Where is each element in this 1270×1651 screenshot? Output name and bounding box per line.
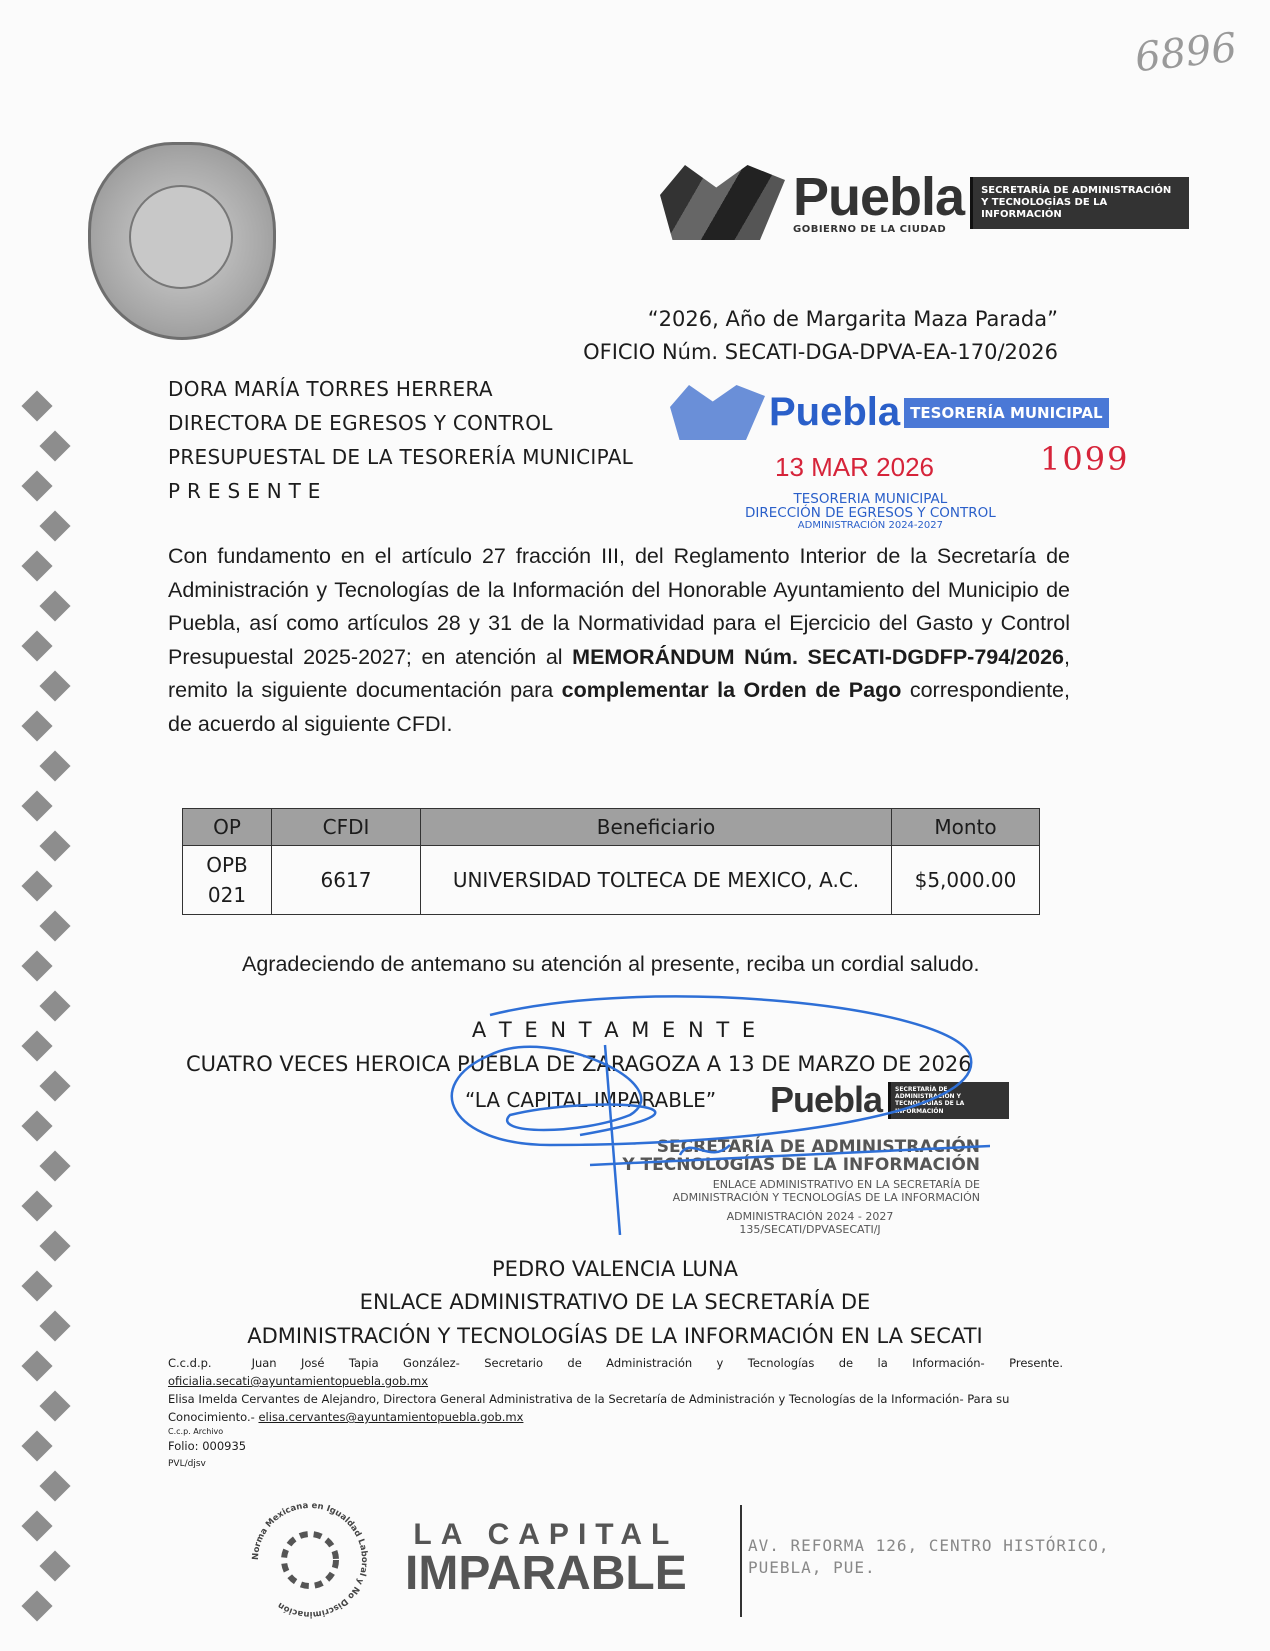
border-diamond-icon (21, 1510, 52, 1541)
stamp-line: ADMINISTRACIÓN 2024 - 2027 (726, 1210, 894, 1223)
border-diamond-icon (21, 1350, 52, 1381)
slogan-bottom: IMPARABLE (405, 1547, 687, 1600)
border-diamond-icon (39, 1550, 70, 1581)
border-diamond-icon (21, 390, 52, 421)
border-diamond-icon (21, 1110, 52, 1141)
stamp-line: TESORERIA MUNICIPAL (793, 491, 948, 507)
ccp-archivo: C.c.p. Archivo (168, 1427, 224, 1436)
logo-mark-icon (660, 165, 785, 240)
cell-cfdi: 6617 (272, 846, 421, 915)
slogan: “LA CAPITAL IMPARABLE” (465, 1088, 717, 1112)
ccp-email-link[interactable]: oficialia.secati@ayuntamientopuebla.gob.mx (168, 1374, 429, 1388)
border-diamond-icon (21, 710, 52, 741)
svg-text:Norma Mexicana en Igualdad Lab (251, 1501, 369, 1619)
ccp-block (168, 1354, 1063, 1473)
table-header-row (183, 809, 1040, 846)
footer-address (748, 1535, 1110, 1579)
stamp-logo-name: Puebla (769, 390, 901, 434)
cell-op: OPB 021 (183, 846, 272, 915)
year-motto: “2026, Año de Margarita Maza Parada” (647, 307, 1058, 331)
border-diamond-icon (21, 870, 52, 901)
border-diamond-icon (21, 790, 52, 821)
initials: PVL/djsv (168, 1459, 206, 1469)
stamp-dept: TESORERÍA MUNICIPAL (904, 398, 1108, 428)
capital-imparable-logo (405, 1518, 687, 1600)
cfdi-table (182, 808, 1040, 915)
received-number: 1099 (1040, 440, 1130, 478)
addressee-title: PRESUPUESTAL DE LA TESORERÍA MUNICIPAL (168, 445, 634, 469)
stamp-line: ADMINISTRACIÓN 2024-2027 (797, 520, 943, 531)
border-diamond-icon (39, 1470, 70, 1501)
border-diamond-icon (39, 830, 70, 861)
memo-reference: MEMORÁNDUM Núm. SECATI-DGDFP-794/2026 (572, 644, 1064, 669)
border-diamond-icon (39, 510, 70, 541)
border-diamond-icon (21, 1190, 52, 1221)
handwritten-number: 6896 (1132, 24, 1239, 82)
equality-badge-icon (284, 1534, 336, 1586)
slogan-top: LA CAPITAL (413, 1518, 679, 1551)
addressee-block (168, 372, 633, 508)
cell-beneficiario: UNIVERSIDAD TOLTECA DE MEXICO, A.C. (421, 846, 892, 915)
signer-title: ADMINISTRACIÓN Y TECNOLOGÍAS DE LA INFORMACIÓN EN LA SECATI (247, 1324, 983, 1348)
folio: Folio: 000935 (168, 1439, 247, 1453)
stamp-line: ENLACE ADMINISTRATIVO EN LA SECRETARÍA DE (712, 1178, 980, 1191)
logo-subtitle: GOBIERNO DE LA CIUDAD (793, 224, 947, 235)
logo-name: Puebla (793, 167, 965, 227)
footer-divider (740, 1505, 742, 1617)
ccp-recipient: Juan José Tapia González- Secretario de Administración y Tecnologías de la Información- Presente. (251, 1356, 1063, 1370)
received-date: 13 MAR 2026 (775, 452, 934, 482)
municipal-seal (88, 142, 276, 340)
stamp-line: SECRETARÍA DE ADMINISTRACIÓN (656, 1137, 980, 1157)
border-diamond-icon (21, 630, 52, 661)
border-diamond-icon (39, 1070, 70, 1101)
badge-text: Norma Mexicana en Igualdad Laboral y No Discriminación (250, 1500, 370, 1620)
stamp-logo-icon (670, 385, 765, 440)
border-diamond-icon (39, 750, 70, 781)
closing-paragraph: Agradeciendo de antemano su atención al presente, reciba un cordial saludo. (242, 952, 980, 976)
border-diamond-icon (21, 550, 52, 581)
border-diamond-icon (21, 1430, 52, 1461)
stamp-line: Y TECNOLOGÍAS DE LA INFORMACIÓN (622, 1155, 980, 1175)
column-header: OP (183, 809, 272, 846)
border-diamond-icon (39, 430, 70, 461)
border-diamond-icon (39, 670, 70, 701)
atentamente: A T E N T A M E N T E (471, 1018, 759, 1042)
ccp-label: C.c.d.p. (168, 1356, 212, 1370)
addressee-title: DIRECTORA DE EGRESOS Y CONTROL (168, 411, 553, 435)
address-line: AV. REFORMA 126, CENTRO HISTÓRICO, (748, 1536, 1110, 1555)
table-row (183, 846, 1040, 915)
signer-name: PEDRO VALENCIA LUNA (492, 1257, 738, 1281)
border-diamond-icon (21, 470, 52, 501)
puebla-logo (660, 165, 1189, 240)
logo-name: Puebla (770, 1079, 883, 1121)
emphasis: complementar la Orden de Pago (561, 678, 902, 702)
city-date: CUATRO VECES HEROICA PUEBLA DE ZARAGOZA A 13 DE MARZO DE 2026 (186, 1052, 972, 1076)
addressee-presente: P R E S E N T E (168, 479, 321, 503)
stamp-line: DIRECCIÓN DE EGRESOS Y CONTROL (745, 505, 996, 521)
department-label: SECRETARÍA DE ADMINISTRACIÓN Y TECNOLOGÍAS DE LA INFORMACIÓN (888, 1082, 1009, 1119)
department-label: SECRETARÍA DE ADMINISTRACIÓN Y TECNOLOGÍAS DE LA INFORMACIÓN (970, 177, 1189, 229)
oficio-number: OFICIO Núm. SECATI-DGA-DPVA-EA-170/2026 (583, 340, 1058, 364)
stamp-line: ADMINISTRACIÓN Y TECNOLOGÍAS DE LA INFORMACIÓN (672, 1191, 980, 1204)
reception-stamp (670, 385, 1109, 440)
column-header: Beneficiario (421, 809, 892, 846)
border-diamond-icon (39, 1390, 70, 1421)
border-diamond-icon (39, 990, 70, 1021)
ccp-recipient: Elisa Imelda Cervantes de Alejandro, Directora General Administrativa de la Secretaría de Administración y Tecnologías de la Información- Para su Conocimiento.- (168, 1392, 1010, 1424)
cell-monto: $5,000.00 (892, 846, 1040, 915)
tesoreria-stamp (745, 492, 996, 532)
body-paragraph: Con fundamento en el artículo 27 fracción III, del Reglamento Interior de la Secretaría de Administración y Tecnologías de la Información del Honorable Ayuntamiento del Municipio de Puebla, así como artículos 28 y 31 de la Normatividad para el Ejercicio del Gasto y Control Presupuestal 2025-2027; en atención al MEMORÁNDUM Núm. SECATI-DGDFP-794/2026, remito la siguiente documentación para complementar la Orden de Pago correspondiente, de acuerdo al siguiente CFDI. (168, 544, 1070, 736)
stamp-line: 135/SECATI/DPVASECATI/J (739, 1223, 881, 1236)
border-diamond-icon (39, 910, 70, 941)
addressee-name: DORA MARÍA TORRES HERRERA (168, 377, 493, 401)
address-line: PUEBLA, PUE. (748, 1558, 876, 1577)
border-diamond-icon (39, 590, 70, 621)
signer-title: ENLACE ADMINISTRATIVO DE LA SECRETARÍA DE (359, 1290, 871, 1314)
equality-badge (248, 1498, 372, 1622)
column-header: Monto (892, 809, 1040, 846)
signature (430, 995, 990, 1235)
border-diamond-icon (21, 1590, 52, 1621)
ccp-email-link[interactable]: elisa.cervantes@ayuntamientopuebla.gob.mx (258, 1410, 524, 1424)
border-diamond-icon (21, 950, 52, 981)
border-diamond-icon (39, 1150, 70, 1181)
column-header: CFDI (272, 809, 421, 846)
